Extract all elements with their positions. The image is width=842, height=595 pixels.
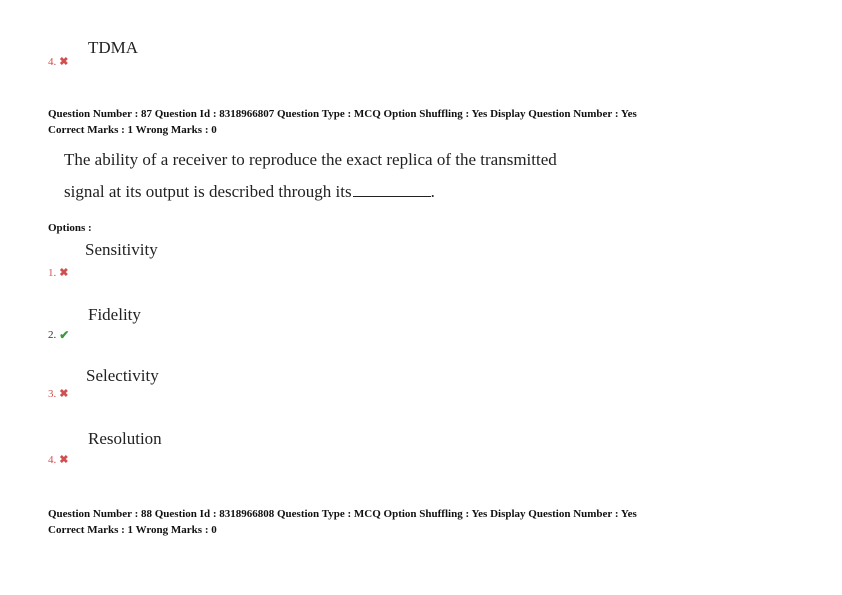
question-87-text-line2 xyxy=(64,176,557,208)
prev-option-4-number-label: 4. xyxy=(48,56,57,68)
question-88-meta-line1: Question Number : 88 Question Id : 8318966808 Question Type : MCQ Option Shuffling : Yes Display Question Number : Yes xyxy=(48,508,637,520)
option-2-number-label: 2. xyxy=(48,329,57,341)
option-3-number-label: 3. xyxy=(48,388,57,400)
question-87-meta-line2: Correct Marks : 1 Wrong Marks : 0 xyxy=(48,124,217,136)
cross-icon: ✖ xyxy=(59,55,69,68)
option-2-number xyxy=(48,329,69,341)
question-87-text-line1: The ability of a receiver to reproduce the exact replica of the transmitted xyxy=(64,150,557,169)
option-1-number xyxy=(48,267,68,279)
option-1-number-label: 1. xyxy=(48,267,57,279)
option-4-number xyxy=(48,454,68,466)
question-87-text-end: . xyxy=(430,182,435,201)
option-3-number xyxy=(48,388,68,400)
question-88-meta xyxy=(48,506,637,538)
prev-option-4-text: TDMA xyxy=(88,38,139,57)
option-4-number-label: 4. xyxy=(48,454,57,466)
question-88-meta-line2: Correct Marks : 1 Wrong Marks : 0 xyxy=(48,524,217,536)
question-87-text xyxy=(64,144,557,208)
question-87-text-line2-label: signal at its output is described through its xyxy=(64,182,352,201)
cross-icon: ✖ xyxy=(59,387,69,400)
cross-icon: ✖ xyxy=(59,453,69,466)
question-87-meta xyxy=(48,106,637,138)
option-2-text: Fidelity xyxy=(88,305,141,324)
question-87-meta-line1: Question Number : 87 Question Id : 8318966807 Question Type : MCQ Option Shuffling : Yes Display Question Number : Yes xyxy=(48,108,637,120)
option-1-text: Sensitivity xyxy=(85,240,158,259)
cross-icon: ✖ xyxy=(59,266,69,279)
options-label: Options : xyxy=(48,222,92,234)
option-4-text: Resolution xyxy=(88,429,162,448)
option-3-text: Selectivity xyxy=(86,366,159,385)
check-icon: ✔ xyxy=(59,328,70,342)
prev-option-4-number xyxy=(48,56,68,68)
answer-blank xyxy=(353,196,431,197)
